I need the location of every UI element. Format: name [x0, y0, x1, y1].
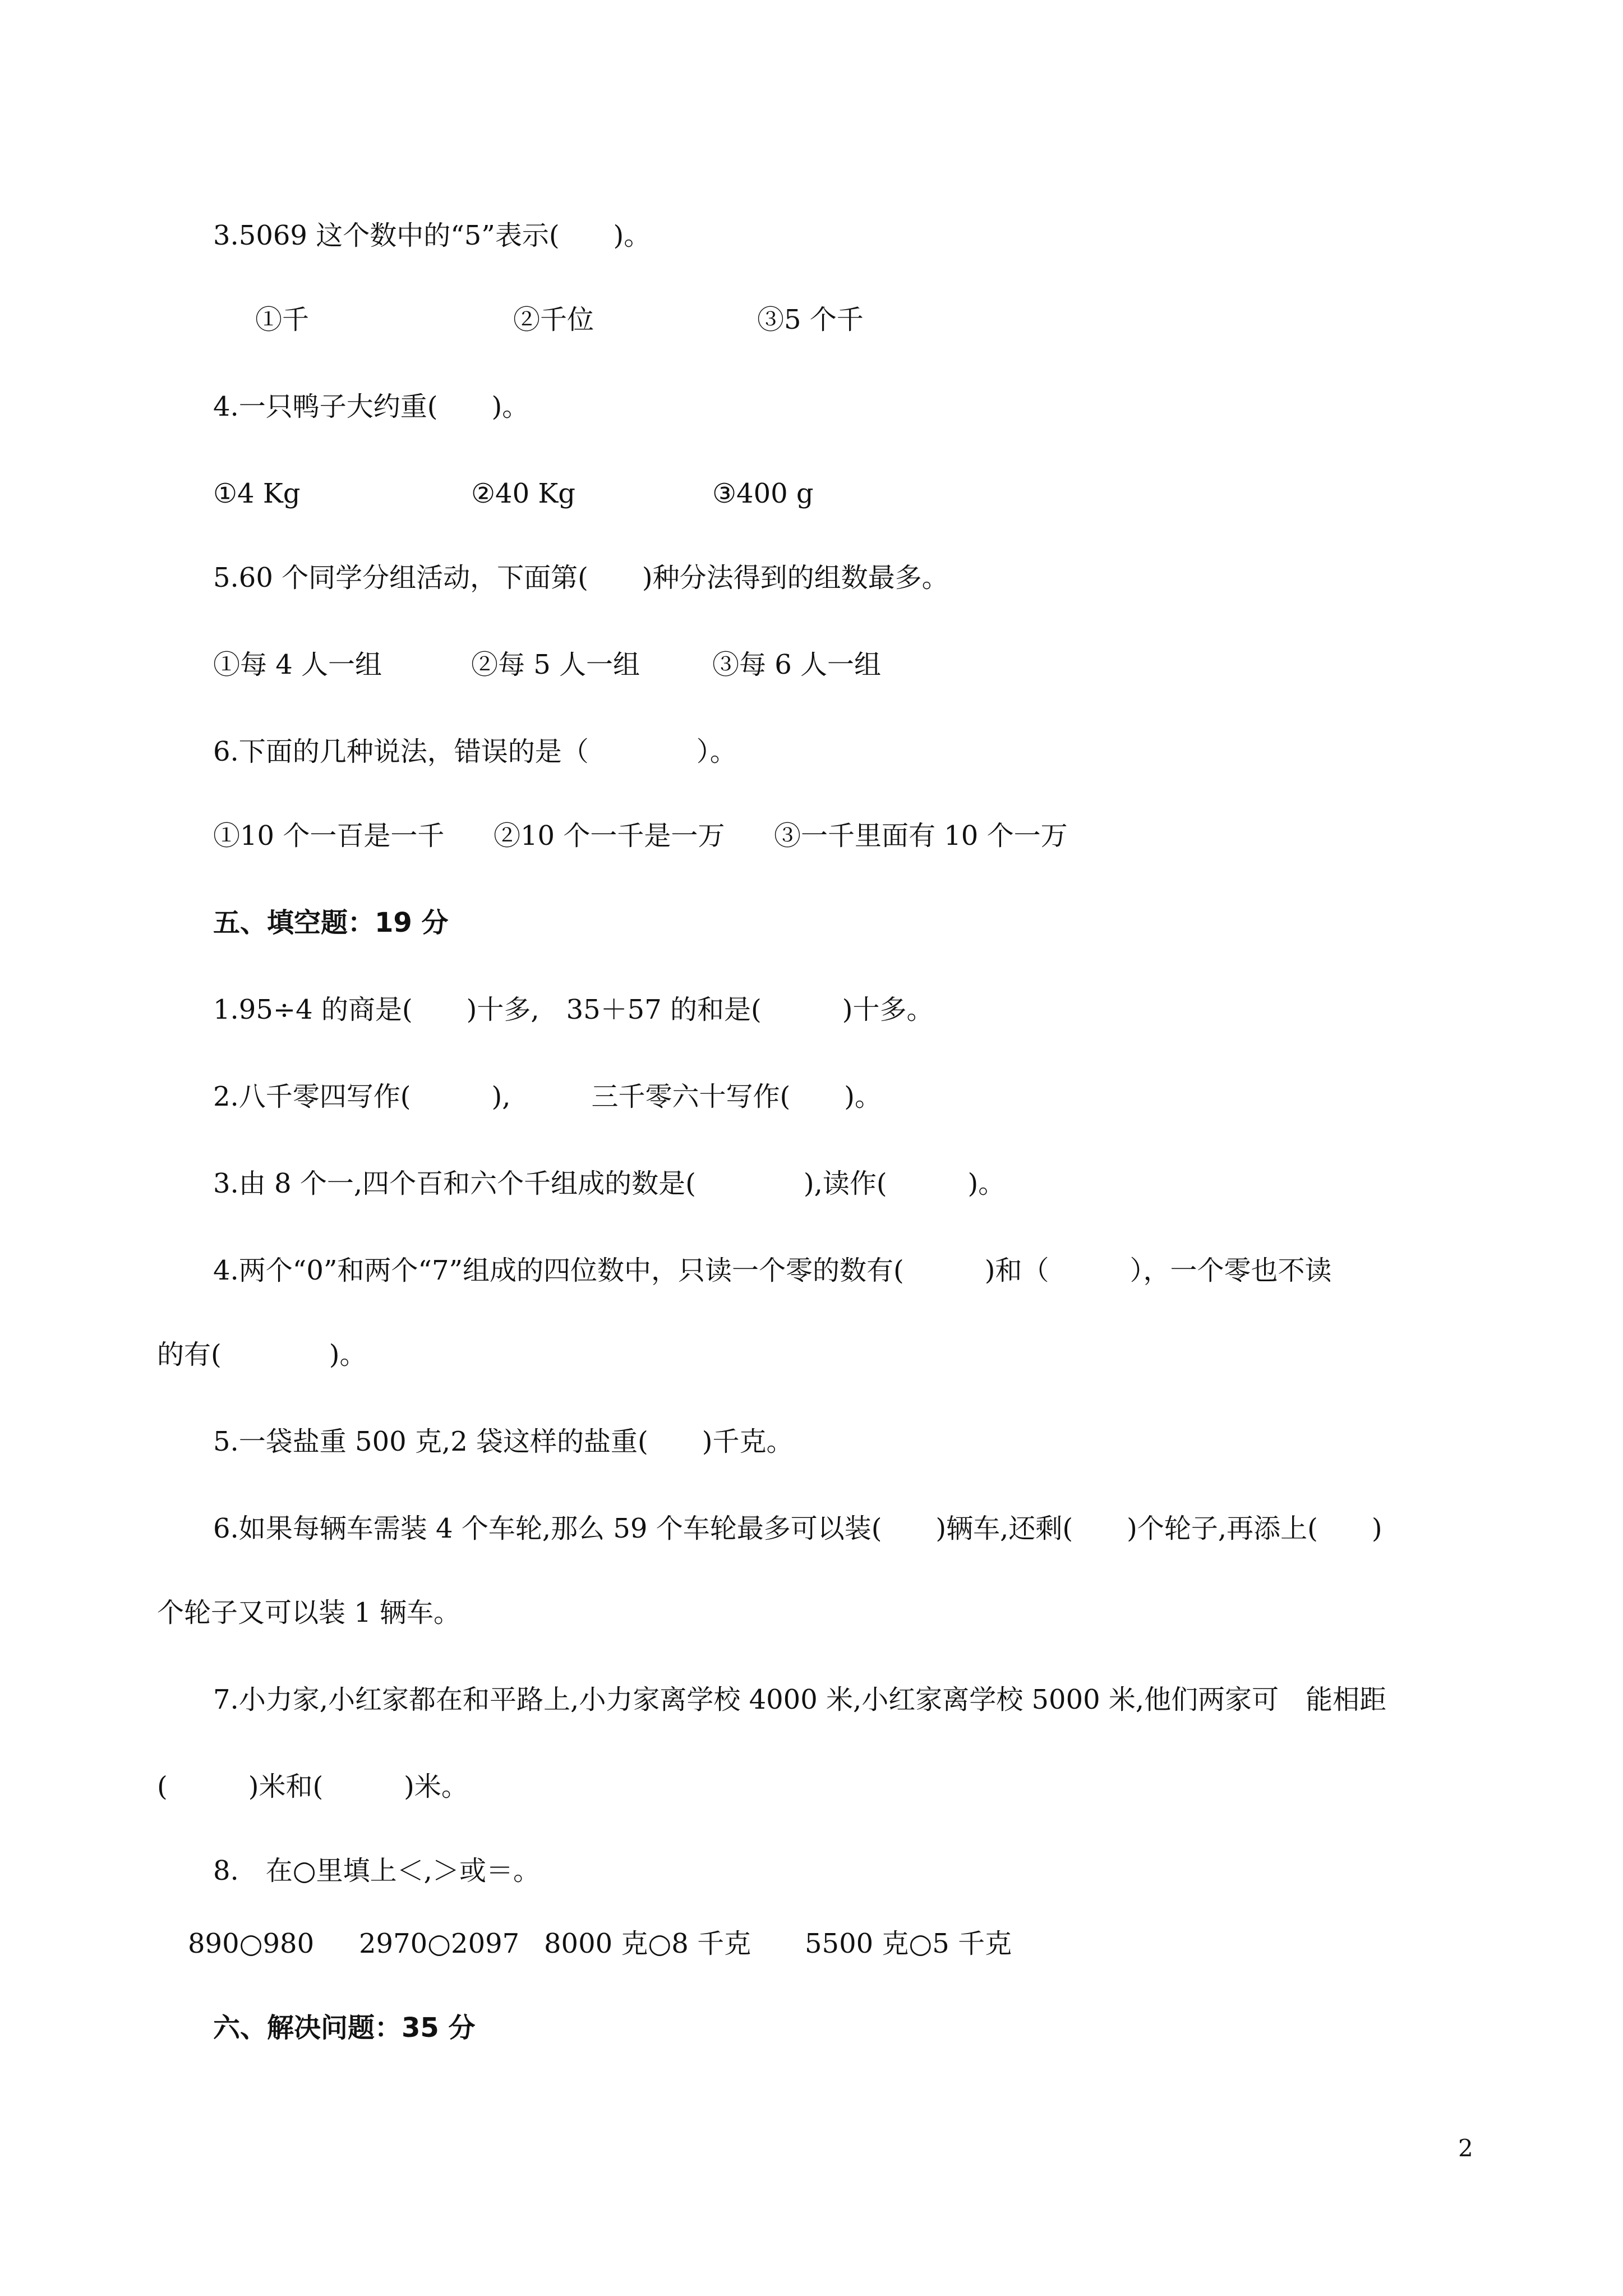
question-5-5: 5.一袋盐重 500 克,2 袋这样的盐重( )千克。 [213, 1426, 794, 1457]
section-5-heading: 五、填空题：19 分 [213, 907, 449, 938]
option-4-5-2: ②每 5 人一组 [471, 649, 640, 680]
option-4-5-3: ③每 6 人一组 [712, 649, 882, 680]
comparison-item-4: 5500 克○5 千克 [805, 1928, 1012, 1959]
question-4-4: 4.一只鸭子大约重( )。 [213, 391, 529, 422]
option-4-3-2: ②千位 [513, 304, 594, 335]
question-5-4-line-2: 的有( )。 [157, 1339, 367, 1370]
question-5-6-line-2: 个轮子又可以装 1 辆车。 [157, 1597, 461, 1628]
option-4-4-2: ②40 Kg [471, 478, 575, 509]
question-5-3: 3.由 8 个一,四个百和六个千组成的数是( ),读作( )。 [213, 1168, 1006, 1199]
question-5-1: 1.95÷4 的商是( )十多, 35＋57 的和是( )十多。 [213, 994, 934, 1025]
page-number: 2 [1458, 2134, 1473, 2162]
question-5-6-line-1: 6.如果每辆车需装 4 个车轮,那么 59 个车轮最多可以装( )辆车,还剩( )个轮子,再添上( ) [213, 1513, 1382, 1544]
option-4-5-1: ①每 4 人一组 [213, 649, 382, 680]
option-4-6-1: ①10 个一百是一千 [213, 820, 445, 852]
comparison-item-2: 2970○2097 [359, 1928, 520, 1959]
question-4-3: 3.5069 这个数中的“5”表示( )。 [213, 220, 651, 251]
option-4-3-3: ③5 个千 [757, 304, 864, 335]
question-5-8: 8. 在○里填上＜,＞或＝。 [213, 1855, 540, 1887]
option-4-6-3: ③一千里面有 10 个一万 [774, 820, 1068, 852]
section-6-heading: 六、解决问题：35 分 [213, 2012, 476, 2044]
option-4-4-3: ③400 g [712, 478, 814, 509]
comparison-item-3: 8000 克○8 千克 [544, 1928, 751, 1959]
comparison-item-1: 890○980 [188, 1928, 315, 1959]
option-4-3-1: ①千 [255, 304, 310, 335]
question-5-7-line-2: ( )米和( )米。 [157, 1771, 468, 1802]
option-4-6-2: ②10 个一千是一万 [494, 820, 725, 852]
question-5-4-line-1: 4.两个“0”和两个“7”组成的四位数中，只读一个零的数有( )和（ ），一个零也不读 [213, 1255, 1332, 1286]
question-5-7-line-1: 7.小力家,小红家都在和平路上,小力家离学校 4000 米,小红家离学校 5000 米,他们两家可 能相距 [213, 1684, 1387, 1715]
question-5-2: 2.八千零四写作( ), 三千零六十写作( )。 [213, 1081, 882, 1112]
question-4-5: 5.60 个同学分组活动，下面第( )种分法得到的组数最多。 [213, 562, 949, 593]
option-4-4-1: ①4 Kg [213, 478, 301, 509]
question-4-6: 6.下面的几种说法，错误的是（ ）。 [213, 736, 737, 767]
